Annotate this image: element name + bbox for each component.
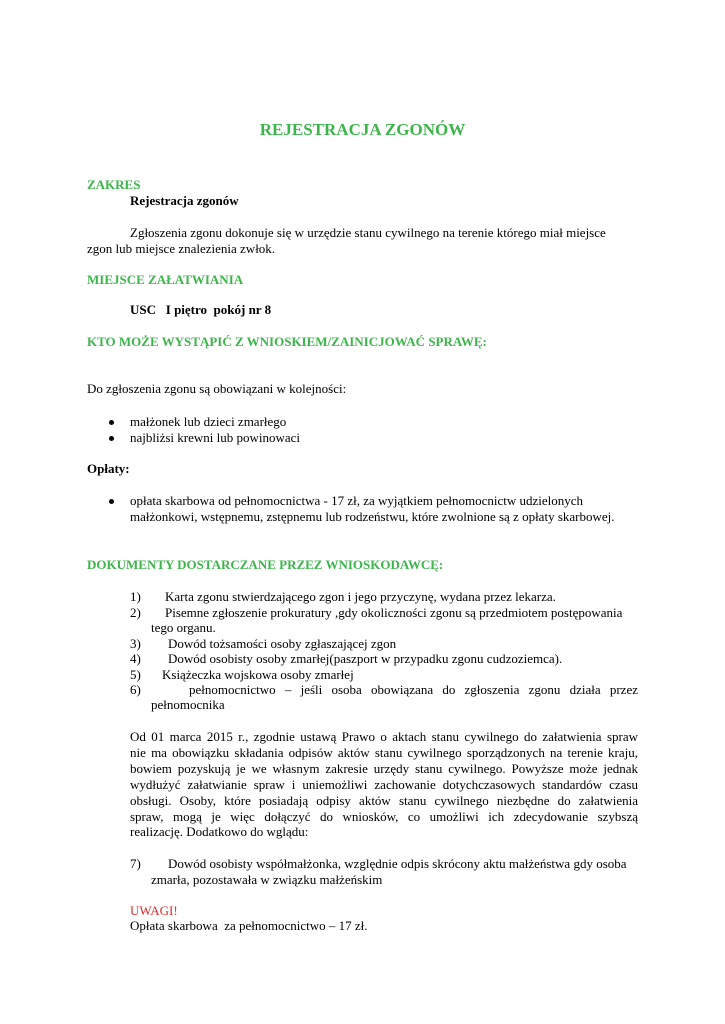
bullet-icon xyxy=(109,499,114,504)
doc-item-text: Karta zgonu stwierdzającego zgon i jego przyczynę, wydana przez lekarza. xyxy=(165,589,556,604)
info-paragraph-line: wydłużyć załatwianie spraw i uniemożliwi zachowanie dotychczasowych standardów czasu xyxy=(130,777,638,792)
fees-heading: Opłaty: xyxy=(87,461,130,476)
doc-item-text-continued: tego organu. xyxy=(151,620,216,635)
info-paragraph-line: obsługi. Osoby, które posiadają odpisy aktów stanu cywilnego niezbędne do załatwienia xyxy=(130,793,638,808)
doc-item-text: Dowód osobisty współmałżonka, względnie odpis skrócony aktu małżeństwa gdy osoba xyxy=(168,856,627,871)
doc-item-text: Dowód osobisty osoby zmarłej(paszport w przypadku zgonu cudzoziemca). xyxy=(168,651,563,666)
doc-item-text: Dowód tożsamości osoby zgłaszającej zgon xyxy=(168,636,397,651)
section-heading-kto: KTO MOŻE WYSTĄPIĆ Z WNIOSKIEM/ZAINICJOWAĆ SPRAWĘ: xyxy=(87,334,487,349)
bullet-icon xyxy=(109,420,114,425)
info-paragraph-line: Od 01 marca 2015 r., zgodnie ustawą Prawo o aktach stanu cywilnego do załatwienia spraw xyxy=(130,729,638,744)
doc-item-number: 2) xyxy=(130,605,141,620)
doc-item-number: 1) xyxy=(130,589,141,604)
doc-item-number: 5) xyxy=(130,667,141,682)
fees-line1: opłata skarbowa od pełnomocnictwa - 17 zł, za wyjątkiem pełnomocnictw udzielonych xyxy=(130,493,584,508)
doc-item-number: 7) xyxy=(130,856,141,871)
zakres-subtitle: Rejestracja zgonów xyxy=(130,193,239,208)
doc-item-text-continued: pełnomocnika xyxy=(151,697,225,712)
list-item: najbliżsi krewni lub powinowaci xyxy=(130,430,301,445)
doc-item-number: 3) xyxy=(130,636,141,651)
doc-item-number: 4) xyxy=(130,651,141,666)
section-heading-dokumenty: DOKUMENTY DOSTARCZANE PRZEZ WNIOSKODAWCĘ: xyxy=(87,557,444,572)
office-location: USC I piętro pokój nr 8 xyxy=(130,302,272,317)
bullet-icon xyxy=(109,436,114,441)
doc-item-text: pełnomocnictwo – jeśli osoba obowiązana do zgłoszenia zgonu działa przez xyxy=(189,682,638,697)
warning-heading: UWAGI! xyxy=(130,903,178,918)
fees-line2: małżonkowi, wstępnemu, zstępnemu lub rodzeństwu, które zwolnione są z opłaty skarbowej. xyxy=(130,509,615,524)
kto-intro: Do zgłoszenia zgonu są obowiązani w kolejności: xyxy=(87,381,347,396)
info-paragraph-line: nie ma obowiązku składania odpisów aktów stanu cywilnego sporządzonych na terenie kraju, xyxy=(130,745,638,760)
section-heading-miejsce: MIEJSCE ZAŁATWIANIA xyxy=(87,272,244,287)
doc-item-number: 6) xyxy=(130,682,141,697)
doc-item-text-continued: zmarła, pozostawała w związku małżeńskim xyxy=(151,872,383,887)
zakres-paragraph-line2: zgon lub miejsce znalezienia zwłok. xyxy=(87,241,276,256)
section-heading-zakres: ZAKRES xyxy=(87,177,141,192)
info-paragraph-line: bowiem pozyskują je we własnym zakresie urzędy stanu cywilnego. Powyższe może jednak xyxy=(130,761,638,776)
doc-item-text: Pisemne zgłoszenie prokuratury ,gdy okoliczności zgonu są przedmiotem postępowania xyxy=(165,605,623,620)
zakres-paragraph-line1: Zgłoszenia zgonu dokonuje się w urzędzie stanu cywilnego na terenie którego miał miejsce xyxy=(130,225,606,240)
info-paragraph-line: realizację. Dodatkowo do wglądu: xyxy=(130,824,309,839)
warning-text: Opłata skarbowa za pełnomocnictwo – 17 zł. xyxy=(130,918,368,933)
document-title: REJESTRACJA ZGONÓW xyxy=(259,120,466,139)
doc-item-text: Książeczka wojskowa osoby zmarłej xyxy=(162,667,354,682)
list-item: małżonek lub dzieci zmarłego xyxy=(130,414,287,429)
info-paragraph-line: spraw, mogą je więc dołączyć do wniosków, co umożliwi ich zdecydowanie szybszą xyxy=(130,809,638,824)
